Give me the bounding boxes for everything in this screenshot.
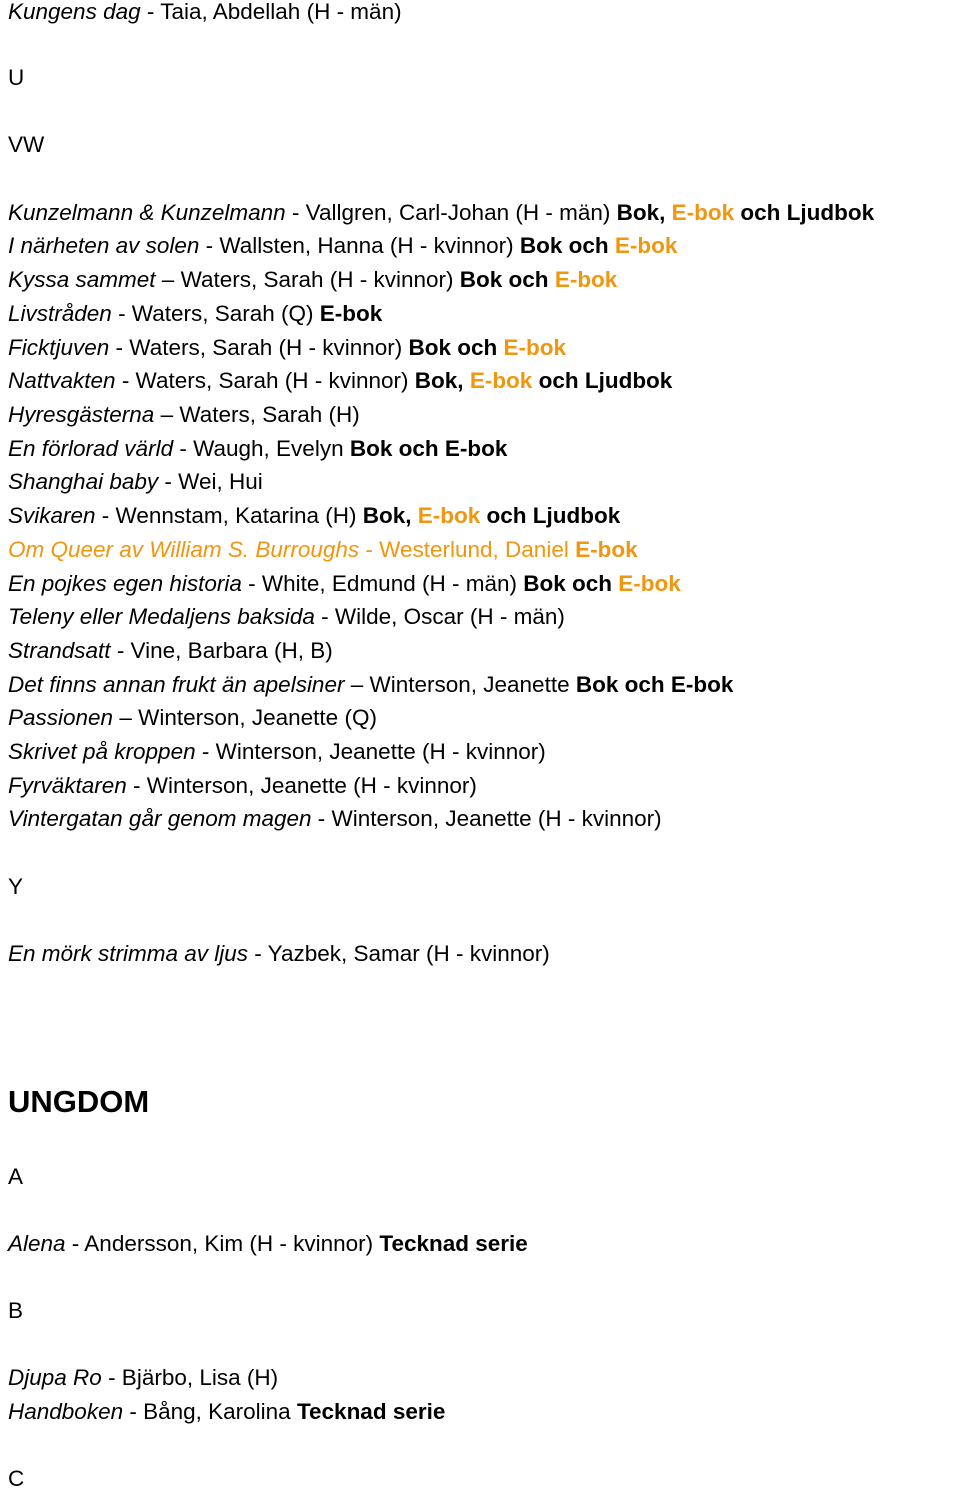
letter-heading: [8, 1468, 24, 1491]
author-info: - Winterson, Jeanette (H - kvinnor): [311, 806, 662, 831]
book-title: Hyresgästerna: [8, 402, 155, 427]
section-heading: [8, 1086, 149, 1117]
format-label-highlight: E-bok: [554, 267, 618, 292]
author-info: - White, Edmund (H - män): [241, 571, 524, 596]
book-title: Svikaren: [8, 503, 96, 528]
author-info: – Winterson, Jeanette (Q): [113, 705, 377, 730]
format-label-highlight: E-bok: [469, 368, 533, 393]
author-info: - Westerlund, Daniel: [359, 537, 576, 562]
letter-heading: [8, 1300, 23, 1323]
book-entry: [8, 943, 550, 966]
book-entry: [8, 808, 662, 831]
author-info: - Yazbek, Samar (H - kvinnor): [248, 941, 550, 966]
book-title: En pojkes egen historia: [8, 571, 242, 596]
format-label: och Ljudbok: [734, 200, 875, 225]
book-title: Djupa Ro: [8, 1365, 102, 1390]
book-title: Kyssa sammet: [8, 267, 156, 292]
book-title: Teleny eller Medaljens baksida: [8, 604, 315, 629]
book-title: Det finns annan frukt än apelsiner: [8, 672, 345, 697]
format-label: Bok,: [414, 368, 470, 393]
book-entry: [8, 1233, 528, 1256]
book-entry: [8, 202, 874, 225]
book-entry: [8, 1401, 445, 1424]
book-title: Kungens dag: [8, 0, 141, 24]
author-info: - Winterson, Jeanette (H - kvinnor): [126, 773, 477, 798]
format-label: Tecknad serie: [379, 1231, 528, 1256]
author-info: - Andersson, Kim (H - kvinnor): [65, 1231, 380, 1256]
book-entry: [8, 303, 382, 326]
author-info: C: [8, 1466, 25, 1491]
author-info: Y: [8, 874, 24, 899]
format-label: Bok,: [616, 200, 672, 225]
author-info: - Winterson, Jeanette (H - kvinnor): [195, 739, 546, 764]
format-label-highlight: E-bok: [575, 537, 638, 562]
author-info: - Wennstam, Katarina (H): [95, 503, 363, 528]
format-label: Bok,: [362, 503, 418, 528]
book-title: Kunzelmann & Kunzelmann: [8, 200, 286, 225]
book-title: Livstråden: [8, 301, 112, 326]
author-info: – Winterson, Jeanette: [344, 672, 576, 697]
author-info: - Bjärbo, Lisa (H): [101, 1365, 279, 1390]
author-info: - Bång, Karolina: [123, 1399, 297, 1424]
book-entry: [8, 337, 566, 360]
author-info: - Waters, Sarah (H - kvinnor): [115, 368, 415, 393]
book-entry: [8, 674, 733, 697]
letter-heading: [8, 1166, 23, 1189]
author-info: - Taia, Abdellah (H - män): [140, 0, 402, 24]
format-label: Bok och: [519, 233, 615, 258]
book-title: I närheten av solen: [8, 233, 200, 258]
book-entry: [8, 1367, 278, 1390]
book-entry: [8, 741, 546, 764]
author-info: VW: [8, 132, 45, 157]
author-info: - Wallsten, Hanna (H - kvinnor): [199, 233, 520, 258]
format-label-highlight: E-bok: [503, 335, 567, 360]
book-title: Skrivet på kroppen: [8, 739, 196, 764]
author-info: – Waters, Sarah (H): [154, 402, 360, 427]
author-info: A: [8, 1164, 24, 1189]
book-entry: [8, 640, 333, 663]
book-entry: [8, 370, 672, 393]
format-label-highlight: E-bok: [671, 200, 735, 225]
book-title: Fyrväktaren: [8, 773, 127, 798]
format-label-highlight: E-bok: [417, 503, 481, 528]
author-info: - Wilde, Oscar (H - män): [314, 604, 565, 629]
book-title: Om Queer av William S. Burroughs: [8, 537, 360, 562]
author-info: - Wei, Hui: [158, 469, 263, 494]
format-label-highlight: E-bok: [614, 233, 678, 258]
format-label: Bok och E-bok: [349, 436, 508, 461]
book-entry: [8, 1, 402, 24]
author-info: - Waters, Sarah (Q): [111, 301, 320, 326]
book-entry: [8, 438, 507, 461]
book-entry: [8, 269, 617, 292]
author-info: – Waters, Sarah (H - kvinnor): [155, 267, 460, 292]
book-entry: [8, 471, 263, 494]
letter-heading: [8, 134, 44, 157]
author-info: U: [8, 65, 25, 90]
book-title: Handboken: [8, 1399, 124, 1424]
book-title: Alena: [8, 1231, 66, 1256]
book-entry: [8, 235, 677, 258]
format-label: Bok och E-bok: [575, 672, 734, 697]
format-label: Bok och: [459, 267, 555, 292]
letter-heading: [8, 67, 24, 90]
book-title: Shanghai baby: [8, 469, 159, 494]
author-info: - Waters, Sarah (H - kvinnor): [109, 335, 409, 360]
book-title: Vintergatan går genom magen: [8, 806, 312, 831]
book-title: Passionen: [8, 705, 114, 730]
letter-heading: [8, 876, 23, 899]
format-label-highlight: E-bok: [618, 571, 681, 596]
format-label: och Ljudbok: [532, 368, 673, 393]
author-info: - Waugh, Evelyn: [173, 436, 350, 461]
book-title: Ficktjuven: [8, 335, 110, 360]
book-title: Nattvakten: [8, 368, 116, 393]
format-label: E-bok: [319, 301, 383, 326]
author-info: UNGDOM: [8, 1084, 150, 1119]
book-entry: [8, 505, 620, 528]
author-info: - Vine, Barbara (H, B): [110, 638, 333, 663]
author-info: - Vallgren, Carl-Johan (H - män): [285, 200, 617, 225]
author-info: B: [8, 1298, 24, 1323]
book-title: En mörk strimma av ljus: [8, 941, 249, 966]
book-entry: [8, 707, 377, 730]
format-label: Bok och: [523, 571, 619, 596]
book-entry: [8, 404, 360, 427]
book-entry: [8, 539, 638, 562]
format-label: Bok och: [408, 335, 504, 360]
format-label: Tecknad serie: [296, 1399, 446, 1424]
format-label: och Ljudbok: [480, 503, 621, 528]
book-title: En förlorad värld: [8, 436, 174, 461]
book-entry: [8, 573, 681, 596]
book-entry: [8, 606, 565, 629]
book-title: Strandsatt: [8, 638, 111, 663]
book-entry: [8, 775, 477, 798]
